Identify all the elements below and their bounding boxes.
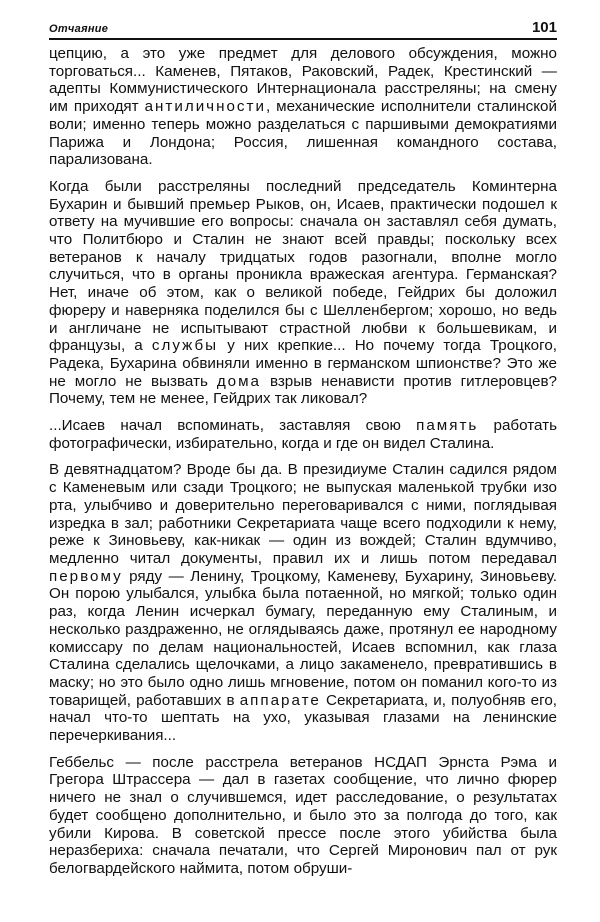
emphasized-word: память <box>416 417 479 435</box>
text-run: , механические исполнители сталинской воли; именно теперь можно разделаться с паршивыми демократиями Парижа и Лондона; Россия, лишенная командного состава, парализована. <box>49 98 557 169</box>
header-rule <box>49 38 557 40</box>
page-header <box>49 16 557 36</box>
book-page <box>49 16 557 887</box>
text-run: В девятнадцатом? Вроде бы да. В президиуме Сталин садился рядом с Каменевым или сзади Троцкого; не выпуская маленькой трубки изо рта, улыбчиво и доверительно переговаривался с ними, поглядывая изредка в зал; работники Секретариата чаще всего подходили к нему, реже к Зиновьеву, как-никак — один из вождей; Сталин вдумчиво, медленно читал документы, правил их и лишь потом передавал <box>49 461 557 567</box>
text-run: ...Исаев начал вспоминать, заставляя свою <box>49 417 417 435</box>
text-run: цепцию, а это уже предмет для делового обсуждения, можно торговаться... Каменев, Пятаков, Раковский, Радек, Крестинский — адепты Коммунистического Интернационала расстреляны; на смену им приходят <box>49 45 557 116</box>
emphasized-word: дома <box>216 372 262 390</box>
text-run: у них крепкие... Но почему тогда Троцкого, Радека, Бухарина обвиняли именно в германском шпионстве? Это же не могло не вызвать <box>49 337 557 390</box>
emphasized-word: первому <box>49 567 123 585</box>
paragraph-2 <box>49 178 557 408</box>
text-run: взрыв ненависти против гитлеровцев? Почему, тем не менее, Гейдрих так ликовал? <box>49 372 557 408</box>
text-run: работать фотографически, избирательно, когда и где он видел Сталина. <box>49 417 557 452</box>
page-number: 101 <box>531 19 557 36</box>
text-run: Геббельс — после расстрела ветеранов НСДАП Эрнста Рэма и Грегора Штрассера — дал в газетах сообщение, что лично фюрер ничего не знал о случившемся, идет расследование, о результатах будет сообщено дополнительно, и было это за полгода до того, как убили Кирова. В советской прессе после этого убийства была неразбериха: сначала печатали, что Сергей Миронович пал от рук белогвардейского наймита, потом обруши- <box>49 753 557 877</box>
emphasized-word: антиличности <box>144 98 266 116</box>
paragraph-4 <box>49 461 557 744</box>
paragraph-1 <box>49 45 557 169</box>
text-run: Когда были расстреляны последний председатель Коминтерна Бухарин и бывший премьер Рыков, он, Исаев, практически подошел к ответу на мучившие его вопросы: сначала он заставлял себя думать, что Политбюро и Сталин не знают всей правды; поскольку всех ветеранов к началу тридцатых годов разогнали, вполне могло случиться, что в органы проникла вражеская агентура. Германская? Нет, иначе об этом, как о великой победе, Гейдрих бы доложил фюреру и наверняка поделился бы с Шелленбергом; хорошо, но ведь и англичане не испытывают страстной любви к большевикам, и французы, а <box>49 177 557 355</box>
paragraph-3 <box>49 417 557 452</box>
emphasized-word: аппарате <box>239 691 321 709</box>
emphasized-word: службы <box>151 337 219 355</box>
body-text <box>49 45 557 878</box>
running-title: Отчаяние <box>49 23 109 35</box>
paragraph-5 <box>49 754 557 878</box>
text-run: Секретариата, и, полуобняв его, начал что-то шептать на ухо, указывая глазами на ленинские перечеркивания... <box>49 691 557 745</box>
text-run: ряду — Ленину, Троцкому, Каменеву, Бухарину, Зиновьеву. Он порою улыбался, улыбка была потаенной, но мягкой; только один раз, когда Ленин исчеркал бумагу, переданную ему Сталиным, и несколько раздраженно, не оглядываясь даже, протянул ее народному комиссару по делам национальностей, Исаев вспомнил, как глаза Сталина сделались щелочками, а лицо закаменело, превратившись в маску; но это было одно лишь мгновение, потом он поманил кого-то из товарищей, работавших в <box>49 567 557 709</box>
